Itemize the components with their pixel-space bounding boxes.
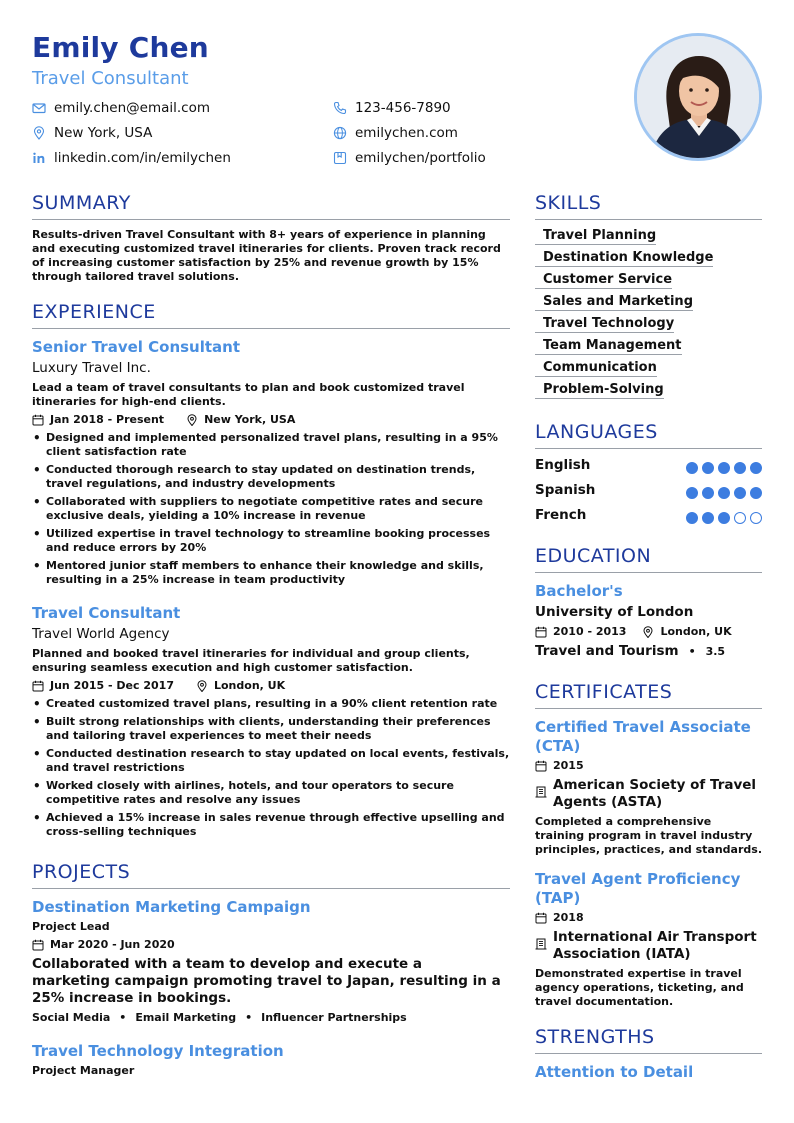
location-pin-icon (186, 414, 198, 426)
certificate-year: 2015 (553, 759, 584, 772)
linkedin-icon (32, 151, 46, 165)
certificate-issuer: American Society of Travel Agents (ASTA) (553, 777, 757, 810)
project-meta (32, 938, 175, 951)
candidate-title: Travel Consultant (32, 68, 189, 89)
skill-tag: Travel Planning (535, 228, 656, 245)
language-level (686, 512, 766, 524)
section-divider (535, 572, 762, 573)
skill-tag: Communication (535, 360, 657, 377)
education-location: London, UK (660, 625, 732, 638)
language-name: English (535, 457, 591, 473)
certificate-description: Completed a comprehensive training program in travel industry principles, practices, and standards. (535, 815, 762, 856)
proficiency-dot-filled (686, 487, 698, 499)
certificate-description: Demonstrated expertise in travel agency operations, ticketing, and travel documentation. (535, 967, 744, 1008)
phone-icon (333, 101, 347, 115)
job-location: London, UK (213, 679, 286, 692)
job-company: Travel World Agency (32, 626, 170, 642)
proficiency-dot-filled (702, 487, 714, 499)
job-meta (32, 679, 285, 692)
website-text: emilychen.com (355, 125, 458, 141)
skill-tag: Customer Service (535, 272, 672, 289)
contact-linkedin[interactable] (32, 150, 231, 166)
job-meta (32, 413, 295, 426)
proficiency-dot-filled (750, 462, 762, 474)
calendar-icon (535, 626, 547, 638)
job-title: Senior Travel Consultant (32, 338, 241, 356)
job-bullets (32, 697, 510, 843)
job-description: Planned and booked travel itineraries for individual and group clients, ensuring seamless execution and high customer satisfaction. (32, 647, 470, 674)
education-degree: Bachelor's (535, 582, 623, 600)
location-text: New York, USA (54, 125, 153, 141)
certificate-title: Travel Agent Proficiency (TAP) (535, 870, 741, 907)
language-level (686, 487, 766, 499)
project-tag: Social Media (32, 1011, 111, 1024)
project-dates: Mar 2020 - Jun 2020 (50, 938, 175, 951)
strength-item: Attention to Detail (535, 1063, 694, 1081)
list-item: • Conducted thorough research to stay updated on destination trends, travel regulations, and industry developments (32, 463, 510, 491)
location-pin-icon (196, 680, 208, 692)
calendar-icon (535, 912, 547, 924)
list-item: • Built strong relationships with clients, understanding their preferences and tailoring travel experiences to meet their needs (32, 715, 510, 743)
job-description: Lead a team of travel consultants to plan and book customized travel itineraries for high-end clients. (32, 381, 465, 408)
section-divider (32, 219, 510, 220)
mail-icon (32, 101, 46, 115)
certificate-issuer-row (535, 929, 762, 963)
calendar-icon (32, 939, 44, 951)
contact-phone[interactable] (333, 100, 451, 116)
certificate-year-row (535, 911, 584, 924)
project-tags: Social Media • Email Marketing • Influencer Partnerships (32, 1011, 407, 1024)
language-level (686, 462, 766, 474)
section-divider (535, 1053, 762, 1054)
project-description: Collaborated with a team to develop and execute a marketing campaign promoting travel to Japan, resulting in a 25% increase in bookings. (32, 956, 501, 1006)
project-title: Destination Marketing Campaign (32, 898, 311, 916)
project-role: Project Lead (32, 920, 110, 933)
list-item: • Achieved a 15% increase in sales revenue through effective upselling and cross-selling techniques (32, 811, 510, 839)
skill-tag: Destination Knowledge (535, 250, 713, 267)
linkedin-text: linkedin.com/in/emilychen (54, 150, 231, 166)
list-item: • Mentored junior staff members to enhance their knowledge and skills, resulting in a 25% increase in team productivity (32, 559, 510, 587)
section-title-certificates: CERTIFICATES (535, 681, 673, 703)
list-item: • Conducted destination research to stay updated on local events, festivals, and travel restrictions (32, 747, 510, 775)
certificate-title: Certified Travel Associate (CTA) (535, 718, 751, 755)
job-dates: Jun 2015 - Dec 2017 (50, 679, 174, 692)
contact-location (32, 125, 152, 141)
list-item: • Designed and implemented personalized travel plans, resulting in a 95% client satisfaction rate (32, 431, 510, 459)
project-role: Project Manager (32, 1064, 135, 1077)
section-title-strengths: STRENGTHS (535, 1026, 655, 1048)
contact-website[interactable] (333, 125, 458, 141)
section-divider (32, 888, 510, 889)
portfolio-text: emilychen/portfolio (355, 150, 486, 166)
certificate-year-row (535, 759, 584, 772)
project-tag: Email Marketing (135, 1011, 237, 1024)
institution-icon (535, 786, 547, 798)
location-pin-icon (32, 126, 46, 140)
calendar-icon (535, 760, 547, 772)
section-title-experience: EXPERIENCE (32, 301, 156, 323)
proficiency-dot-filled (718, 512, 730, 524)
proficiency-dot-filled (734, 487, 746, 499)
certificate-year: 2018 (553, 911, 584, 924)
proficiency-dot-filled (686, 512, 698, 524)
certificate-issuer: International Air Transport Association (IATA) (553, 929, 757, 962)
avatar-illustration (637, 36, 759, 158)
portfolio-icon (333, 151, 347, 165)
education-meta (535, 625, 732, 638)
calendar-icon (32, 680, 44, 692)
proficiency-dot-filled (702, 462, 714, 474)
job-bullets (32, 431, 510, 591)
proficiency-dot-filled (718, 487, 730, 499)
job-title: Travel Consultant (32, 604, 181, 622)
contact-portfolio[interactable] (333, 150, 486, 166)
job-location: New York, USA (204, 413, 296, 426)
contact-email[interactable] (32, 100, 210, 116)
proficiency-dot-filled (686, 462, 698, 474)
section-title-summary: SUMMARY (32, 192, 131, 214)
project-tag: Influencer Partnerships (261, 1011, 407, 1024)
email-text: emily.chen@email.com (54, 100, 211, 116)
calendar-icon (32, 414, 44, 426)
proficiency-dot-filled (702, 512, 714, 524)
skill-tag: Team Management (535, 338, 682, 355)
proficiency-dot-filled (750, 487, 762, 499)
section-divider (535, 448, 762, 449)
language-name: Spanish (535, 482, 596, 498)
language-name: French (535, 507, 587, 523)
education-field-row: Travel and Tourism • 3.5 (535, 643, 726, 659)
proficiency-dot-empty (734, 512, 746, 524)
section-divider (535, 219, 762, 220)
globe-icon (333, 126, 347, 140)
proficiency-dot-filled (718, 462, 730, 474)
certificate-issuer-row (535, 777, 762, 811)
skill-tag: Travel Technology (535, 316, 674, 333)
section-divider (535, 708, 762, 709)
proficiency-dot-filled (734, 462, 746, 474)
summary-text: Results-driven Travel Consultant with 8+ years of experience in planning and executing customized travel itineraries for clients. Proven track record of increasing customer satisfaction by 25% and revenue growth by 15% through tailored travel solutions. (32, 228, 501, 283)
job-dates: Jan 2018 - Present (50, 413, 165, 426)
education-gpa: 3.5 (705, 644, 726, 658)
skill-tag: Problem-Solving (535, 382, 664, 399)
education-field: Travel and Tourism (535, 643, 679, 659)
job-company: Luxury Travel Inc. (32, 360, 151, 376)
skill-tag: Sales and Marketing (535, 294, 693, 311)
section-divider (32, 328, 510, 329)
profile-photo (634, 33, 762, 161)
proficiency-dot-empty (750, 512, 762, 524)
institution-icon (535, 938, 547, 950)
location-pin-icon (642, 626, 654, 638)
candidate-name: Emily Chen (32, 31, 209, 64)
project-title: Travel Technology Integration (32, 1042, 284, 1060)
section-title-education: EDUCATION (535, 545, 652, 567)
list-item: • Collaborated with suppliers to negotiate competitive rates and secure exclusive deals, yielding a 10% increase in revenue (32, 495, 510, 523)
section-title-skills: SKILLS (535, 192, 602, 214)
education-school: University of London (535, 604, 694, 620)
phone-text: 123-456-7890 (355, 100, 451, 116)
section-title-projects: PROJECTS (32, 861, 131, 883)
section-title-languages: LANGUAGES (535, 421, 658, 443)
list-item: • Worked closely with airlines, hotels, and tour operators to secure competitive rates and resolve any issues (32, 779, 510, 807)
list-item: • Utilized expertise in travel technology to streamline booking processes and reduce errors by 20% (32, 527, 510, 555)
list-item: • Created customized travel plans, resulting in a 90% client retention rate (32, 697, 510, 711)
education-dates: 2010 - 2013 (553, 625, 627, 638)
